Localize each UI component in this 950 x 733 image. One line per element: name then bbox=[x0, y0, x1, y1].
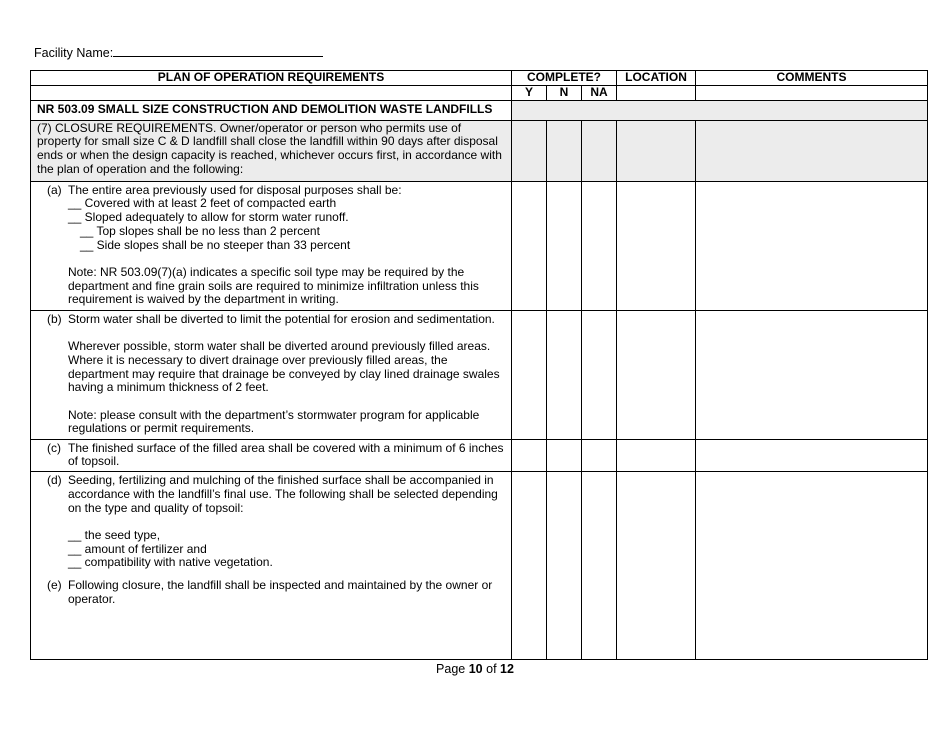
section-title: NR 503.09 SMALL SIZE CONSTRUCTION AND DEMOLITION WASTE LANDFILLS bbox=[31, 100, 512, 120]
item-a-check-top-slopes: __ Top slopes shall be no less than 2 percent bbox=[80, 223, 320, 238]
item-b-n-cell[interactable] bbox=[547, 310, 582, 439]
item-b-row bbox=[31, 310, 928, 439]
section-title-shaded bbox=[512, 100, 928, 120]
facility-name-label: Facility Name: bbox=[34, 46, 114, 60]
item-c-comments-cell[interactable] bbox=[696, 439, 928, 471]
item-a-check-slope: __ Sloped adequately to allow for storm water runoff. bbox=[68, 210, 349, 225]
item-a-text: The entire area previously used for disposal purposes shall be: bbox=[68, 182, 402, 197]
item-c-text: The finished surface of the filled area shall be covered with a minimum of 6 inches of topsoil. bbox=[68, 440, 504, 469]
intro-location-cell bbox=[617, 120, 696, 181]
header-y: Y bbox=[512, 86, 547, 101]
header-n: N bbox=[547, 86, 582, 101]
item-b-text: Storm water shall be diverted to limit the potential for erosion and sedimentation. bbox=[68, 311, 495, 326]
item-b-location-cell[interactable] bbox=[617, 310, 696, 439]
item-d-text: Seeding, fertilizing and mulching of the finished surface shall be accompanied in accordance with the landfill’s final use. The following shall be selected depending on the type and quality of topsoil: bbox=[68, 473, 498, 515]
item-b-y-cell[interactable] bbox=[512, 310, 547, 439]
item-d-check-seed: __ the seed type, bbox=[68, 527, 161, 542]
item-a-label: (a) bbox=[47, 182, 62, 197]
intro-n-cell bbox=[547, 120, 582, 181]
header-complete: COMPLETE? bbox=[512, 71, 617, 86]
current-page: 10 bbox=[468, 662, 483, 676]
item-d-y-cell[interactable] bbox=[512, 472, 547, 660]
header-requirements: PLAN OF OPERATION REQUIREMENTS bbox=[31, 71, 512, 86]
requirements-table bbox=[30, 70, 928, 660]
total-pages: 12 bbox=[500, 662, 514, 676]
item-a-check-side-slopes: __ Side slopes shall be no steeper than 33 percent bbox=[80, 237, 351, 252]
item-c-na-cell[interactable] bbox=[582, 439, 617, 471]
subheader-row bbox=[31, 86, 928, 101]
facility-name-field bbox=[34, 43, 323, 60]
subheader-location-blank bbox=[617, 86, 696, 101]
intro-na-cell bbox=[582, 120, 617, 181]
item-e-text: Following closure, the landfill shall be inspected and maintained by the owner or operator. bbox=[68, 578, 493, 606]
section-title-row bbox=[31, 100, 928, 120]
item-a-comments-cell[interactable] bbox=[696, 181, 928, 310]
header-comments: COMMENTS bbox=[696, 71, 928, 86]
item-c-y-cell[interactable] bbox=[512, 439, 547, 471]
item-a-row bbox=[31, 181, 928, 310]
intro-row bbox=[31, 120, 928, 181]
item-d-comments-cell[interactable] bbox=[696, 472, 928, 660]
item-a-note: Note: NR 503.09(7)(a) indicates a specific soil type may be required by the department and fine grain soils are required to minimize infiltration unless this requirement is waived by the department in writing. bbox=[68, 264, 479, 307]
item-b-comments-cell[interactable] bbox=[696, 310, 928, 439]
subheader-blank bbox=[31, 86, 512, 101]
item-c-requirement bbox=[31, 439, 512, 471]
item-d-check-fertilizer: __ amount of fertilizer and bbox=[68, 541, 207, 556]
item-b-label: (b) bbox=[47, 311, 62, 326]
item-a-y-cell[interactable] bbox=[512, 181, 547, 310]
item-d-e-requirement bbox=[31, 472, 512, 660]
item-a-check-cover: __ Covered with at least 2 feet of compacted earth bbox=[68, 196, 337, 211]
item-e-label: (e) bbox=[47, 578, 62, 593]
item-d-e-row bbox=[31, 472, 928, 660]
of-word: of bbox=[486, 662, 497, 676]
page-word: Page bbox=[436, 662, 466, 676]
item-c-label: (c) bbox=[47, 440, 61, 455]
closure-intro: (7) CLOSURE REQUIREMENTS. Owner/operator or person who permits use of property for small size C & D landfill shall close the landfill within 90 days after disposal ends or when the design capacity is reached, whichever occurs first, in accordance with the plan of operation and the following: bbox=[31, 120, 512, 181]
item-d-n-cell[interactable] bbox=[547, 472, 582, 660]
header-row bbox=[31, 71, 928, 86]
facility-name-blank[interactable] bbox=[113, 43, 323, 57]
item-d-location-cell[interactable] bbox=[617, 472, 696, 660]
item-c-row bbox=[31, 439, 928, 471]
item-d-label: (d) bbox=[47, 473, 62, 488]
subheader-comments-blank bbox=[696, 86, 928, 101]
item-b-note: Note: please consult with the department’s stormwater program for applicable regulations or permit requirements. bbox=[68, 407, 480, 436]
item-b-requirement bbox=[31, 310, 512, 439]
intro-y-cell bbox=[512, 120, 547, 181]
item-a-n-cell[interactable] bbox=[547, 181, 582, 310]
item-a-requirement bbox=[31, 181, 512, 310]
header-na: NA bbox=[582, 86, 617, 101]
item-a-na-cell[interactable] bbox=[582, 181, 617, 310]
page-footer bbox=[0, 662, 950, 676]
intro-comments-cell bbox=[696, 120, 928, 181]
item-d-check-vegetation: __ compatibility with native vegetation. bbox=[68, 555, 273, 570]
item-b-na-cell[interactable] bbox=[582, 310, 617, 439]
header-location: LOCATION bbox=[617, 71, 696, 86]
item-c-n-cell[interactable] bbox=[547, 439, 582, 471]
item-d-na-cell[interactable] bbox=[582, 472, 617, 660]
item-b-paragraph: Wherever possible, storm water shall be diverted around previously filled areas. Where it is necessary to divert drainage over previously filled areas, the department may require that drainage be conveyed by clay lined drainage swales having a minimum thickness of 2 feet. bbox=[68, 339, 500, 395]
item-a-location-cell[interactable] bbox=[617, 181, 696, 310]
item-c-location-cell[interactable] bbox=[617, 439, 696, 471]
